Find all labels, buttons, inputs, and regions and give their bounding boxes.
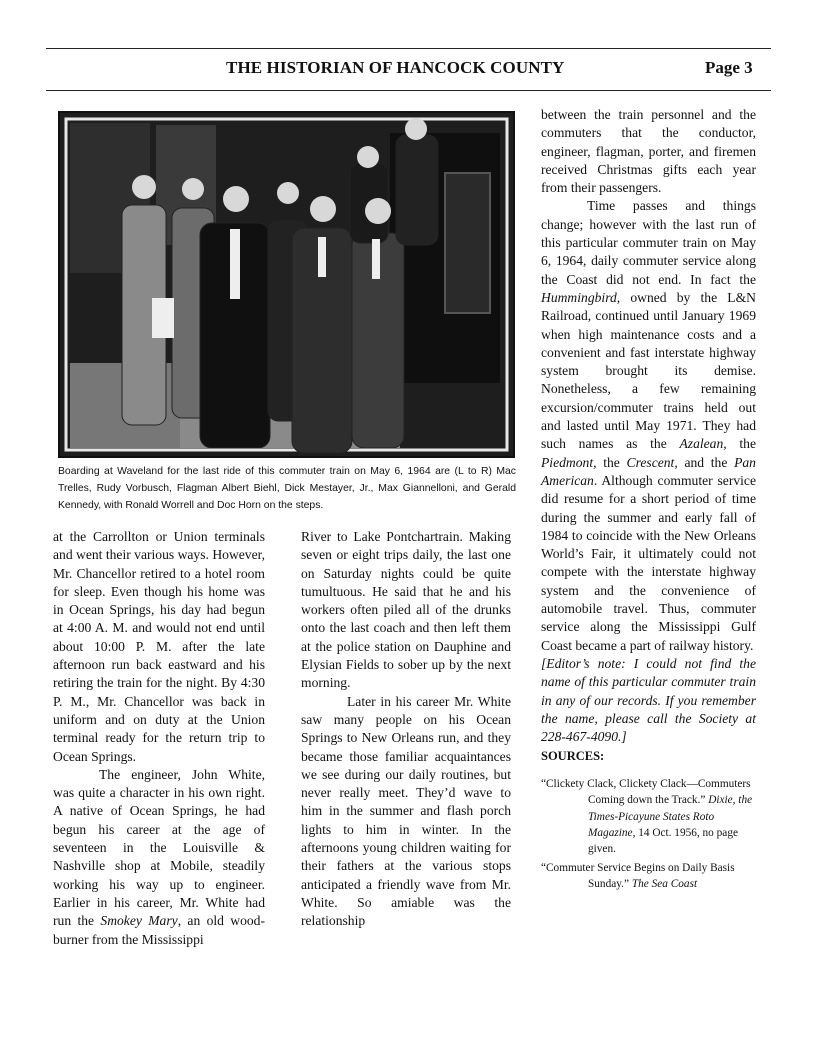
article-column-2 [301,528,511,931]
train-name: Pan American [541,454,756,488]
historical-photo [58,111,515,458]
text-run: . Although commuter service did resume for a short period of time during the summer and early fall of 1984 to coincide with the New Orleans World’s Fair, it ultimately could not compete with the interstate highway system and the convenience of automobile travel. Thus, commuter service along the Mississippi Gulf Coast became a part of railway history. [541,472,756,653]
publication-title: The Sea Coast [631,878,698,891]
newsletter-title: THE HISTORIAN OF HANCOCK COUNTY [226,58,565,77]
article-paragraph: River to Lake Pontchartrain. Making seven or eight trips daily, the last one on Saturday nights could be quite tumultuous. He said that he and his workers often piled all of the drunks onto the last coach and then left them at the police station on Dauphine and Elysian Fields to sober up by the next morning. [301,529,511,691]
page-number: Page 3 [705,58,753,77]
train-name: Piedmont [541,454,594,470]
sources-heading: SOURCES: [541,749,605,764]
text-run: , 14 Oct. 1956, no page given. [588,826,738,856]
train-name: Crescent [626,454,675,470]
header-top-rule [46,48,771,49]
text-run: , the [593,454,627,470]
editor-note: [Editor’s note: I could not find the name of this particular commuter train in any of our records. If you remember the name, please call the Society at 228-467-4090.] [541,655,756,745]
text-run: , owned by the L&N Railroad, continued until January 1969 when high maintenance costs and a convenient and fast interstate highway system brought its demise. Nonetheless, a few remaining excursion/commuter trains held out and lasted until May 1971. They had such names as the [541,289,756,452]
text-run: “Clickety Clack, Clickety Clack—Commuters Coming down the Track.” [541,777,751,807]
article-paragraph [541,197,756,654]
article-paragraph: between the train personnel and the commuters that the conductor, engineer, flagman, porter, and firemen received Christmas gifts each year from their passengers. [541,107,756,196]
train-name: Hummingbird [541,289,617,305]
article-paragraph [53,766,265,949]
header-bottom-rule [46,90,771,91]
text-run: , and the [674,454,735,470]
photo-caption: Boarding at Waveland for the last ride of this commuter train on May 6, 1964 are (L to R) Mac Trelles, Rudy Vorbusch, Flagman Albert Biehl, Dick Mestayer, Jr., Max Giannelloni, and Gerald Kennedy, with Ronald Worrell and Doc Horn on the steps. [58,466,516,511]
article-paragraph: at the Carrollton or Union terminals and went their various ways. However, Mr. Chancellor retired to a hotel room for sleep. Even though his home was in Ocean Springs, his day had begun at 4:00 A. M. and would not end until about 10:00 P. M. after the late afternoon run back eastward and his retiring the train for the night. By 4:30 P. M., Mr. Chancellor was back in uniform and on duty at the Union terminal ready for the return trip to Ocean Springs. [53,529,265,764]
publication-title: Dixie, the Times-Picayune States Roto Magazine [588,794,753,839]
source-entry [541,860,756,893]
article-column-1 [53,528,265,949]
article-paragraph: Later in his career Mr. White saw many people on his Ocean Springs to New Orleans run, and they became those familiar acquaintances we see during our daily routines, but never really meet. They’d wave to him in the summer and flash porch lights to him in winter. In the afternoons young children waiting for their fathers at the various stops anticipated a friendly wave from Mr. White. So amiable was the relationship [301,693,511,929]
train-name: Azalean [679,436,724,452]
text-run: , the [723,436,757,452]
text-run: “Commuter Service Begins on Daily Basis Sunday.” [541,861,735,891]
article-column-3 [541,106,756,893]
source-entry [541,776,756,858]
text-run: The engineer, John White, was quite a character in his own right. A native of Ocean Springs, he had begun his career at the age of seventeen in the Louisville & Nashville shop at Mobile, steadily working his way up to engineer. Earlier in his career, Mr. White had run the [53,766,265,929]
train-name: Smokey Mary [100,913,178,929]
text-run: Time passes and things change; however with the last run of this particular commuter train on May 6, 1964, daily commuter service along the Coast did not end. In fact the [541,198,756,287]
text-run: , an old wood-burner from the Mississippi [53,913,266,947]
